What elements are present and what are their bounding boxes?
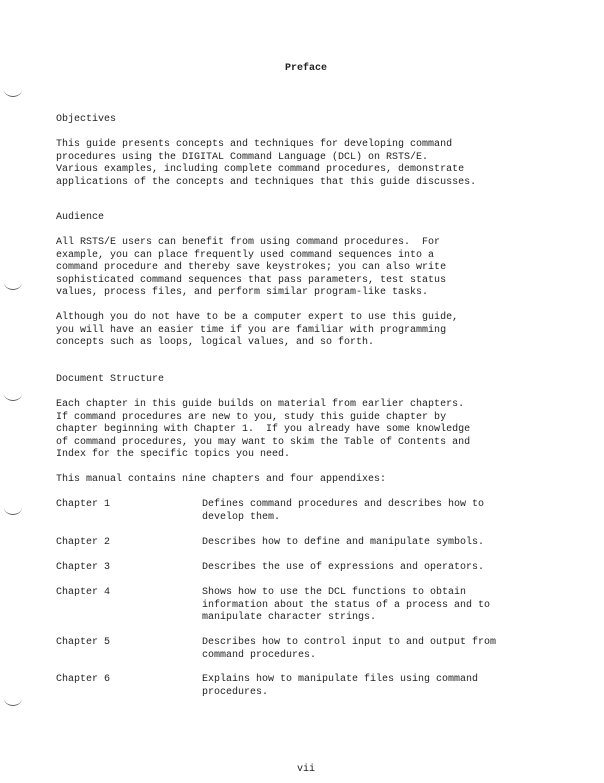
text-line: values, process files, and perform similar program-like tasks. [56, 287, 429, 298]
margin-mark [4, 697, 22, 706]
text-line: of command procedures, you may want to skim the Table of Contents and [56, 436, 471, 448]
text-line: example, you can place frequently used command sequences into a [56, 249, 435, 261]
section-heading-objectives: Objectives [56, 114, 117, 125]
text-line: Index for the specific topics you need. [56, 449, 291, 460]
text-line: applications of the concepts and techniques that this guide discusses. [56, 176, 477, 188]
text-line: command procedure and thereby save keystrokes; you can also write [56, 262, 447, 273]
text-line: chapter beginning with Chapter 1. If you already have some knowledge [56, 424, 471, 435]
margin-mark [4, 281, 22, 290]
text-line: sophisticated command sequences that pass parameters, test status [56, 274, 447, 286]
page-number: vii [296, 764, 315, 775]
chapter-label: Chapter 2 [56, 537, 111, 548]
page-title: Preface [284, 63, 327, 74]
text-line: command procedures. [202, 649, 317, 661]
audience-paragraph-2 [56, 312, 458, 350]
text-line: information about the status of a process and to [202, 599, 491, 611]
chapter-label: Chapter 6 [56, 674, 111, 685]
text-line: Various examples, including complete command procedures, demonstrate [56, 164, 465, 175]
section-heading-document-structure: Document Structure [56, 374, 165, 385]
text-line: Shows how to use the DCL functions to obtain [202, 587, 467, 598]
text-line: develop them. [202, 511, 281, 523]
text-line: manipulate character strings. [202, 612, 377, 623]
text-line: concepts such as loops, logical values, and so forth. [56, 337, 375, 348]
chapter-label: Chapter 4 [56, 587, 111, 598]
text-line: Defines command procedures and describes how to [202, 499, 485, 510]
chapter-description [202, 562, 484, 575]
chapter-description [202, 537, 484, 550]
text-line: Explains how to manipulate files using command [202, 674, 479, 685]
chapter-label: Chapter 1 [56, 499, 111, 510]
chapter-description [202, 499, 484, 524]
text-line: Describes the use of expressions and operators. [202, 562, 485, 573]
chapter-label: Chapter 5 [56, 637, 111, 648]
text-line: Each chapter in this guide builds on material from earlier chapters. [56, 399, 465, 410]
text-line: Describes how to define and manipulate symbols. [202, 537, 485, 548]
structure-paragraph-2: This manual contains nine chapters and four appendixes: [56, 474, 387, 485]
margin-mark [4, 88, 22, 97]
text-line: If command procedures are new to you, study this guide chapter by [56, 411, 447, 423]
chapter-label: Chapter 3 [56, 562, 111, 573]
text-line: procedures using the DIGITAL Command Language (DCL) on RSTS/E. [56, 151, 429, 163]
text-line: Describes how to control input to and output from [202, 637, 497, 648]
text-line: Although you do not have to be a computer expert to use this guide, [56, 312, 459, 323]
text-line: procedures. [202, 686, 269, 698]
text-line: This guide presents concepts and techniques for developing command [56, 139, 453, 150]
chapter-description [202, 637, 496, 662]
text-line: All RSTS/E users can benefit from using command procedures. For [56, 237, 441, 248]
audience-paragraph-1 [56, 237, 446, 300]
chapter-description [202, 674, 478, 699]
section-heading-audience: Audience [56, 212, 105, 223]
structure-paragraph-1 [56, 399, 470, 462]
chapter-description [202, 587, 490, 625]
text-line: you will have an easier time if you are familiar with programming [56, 324, 447, 336]
margin-mark [4, 506, 22, 515]
objectives-paragraph [56, 139, 476, 189]
margin-mark [4, 392, 22, 401]
